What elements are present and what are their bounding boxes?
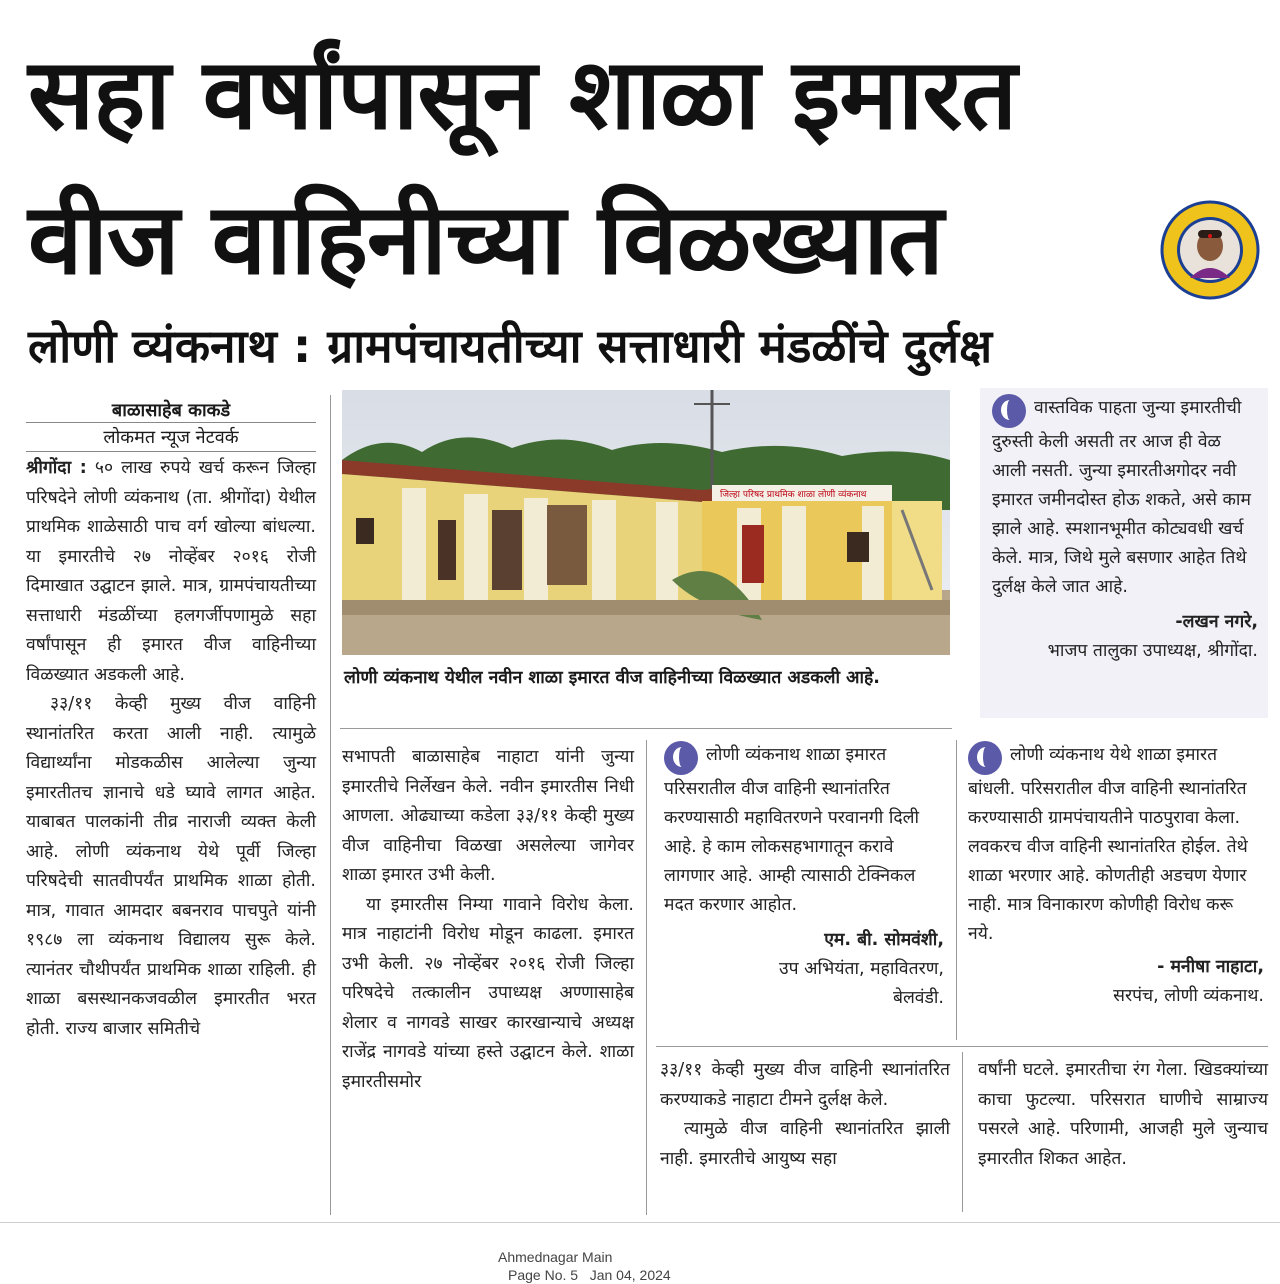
footer-edition: Ahmednagar Main [498, 1249, 613, 1265]
author-badge-logo [1160, 200, 1260, 300]
school-building-photo [342, 390, 950, 655]
column-4-paragraph-1: वर्षांनी घटले. इमारतीचा रंग गेला. खिडक्यांच्या काचा फुटल्या. परिसरात घाणीचे साम्राज्य पसरले आहे. परिणामी, आजही मुले जुन्याच इमारतीत शिकत आहेत. [978, 1060, 1268, 1169]
quote-box-3 [968, 741, 1264, 1011]
byline-agency: लोकमत न्यूज नेटवर्क [26, 422, 316, 452]
school-building-image [342, 390, 950, 655]
quote-box-2 [664, 741, 944, 1013]
quote-1-name: -लखन नगरे, [1175, 612, 1258, 632]
column-1-paragraph-1: श्रीगोंदा : ५० लाख रुपये खर्च करून जिल्हा परिषदेने लोणी व्यंकनाथ (ता. श्रीगोंदा) येथील प्राथमिक शाळेसाठी पाच वर्ग खोल्या बांधल्या. या इमारतीचे २७ नोव्हेंबर २०१६ रोजी दिमाखात उद्घाटन झाले. मात्र, ग्रामपंचायतीच्या सत्ताधारी मंडळींच्या हलगर्जीपणामुळे सहा वर्षांपासून ही इमारत वीज वाहिनीच्या विळख्यात अडकली आहे. [26, 458, 316, 685]
quote-2-name: एम. बी. सोमवंशी, [824, 930, 944, 950]
quote-1-text: वास्तविक पाहता जुन्या इमारतीची दुरुस्ती केली असती तर आज ही वेळ आली नसती. जुन्या इमारतीअगोदर नवी इमारत जमीनदोस्त होऊ शकते, असे काम झाले आहे. स्मशानभूमीत कोट्यवधी खर्च केले. मात्र, जिथे मुले बसणार आहेत तिथे दुर्लक्ष केले जात आहे. [992, 394, 1258, 602]
column-2-paragraph-2: या इमारतीस निम्या गावाने विरोध केला. मात्र नाहाटांनी विरोध मोडून काढला. इमारत उभी केली. २७ नोव्हेंबर २०१६ रोजी जिल्हा परिषदेचे तत्कालीन उपाध्यक्ष अण्णासाहेब शेलार व नागवडे साखर कारखान्याचे अध्यक्ष राजेंद्र नागवडे यांच्या हस्ते उद्घाटन केले. शाळा इमारतीसमोर [342, 894, 634, 1092]
quote-3-role: सरपंच, लोणी व्यंकनाथ. [1113, 986, 1264, 1006]
quote-2-text: लोणी व्यंकनाथ शाळा इमारत परिसरातील वीज वाहिनी स्थानांतरित करण्यासाठी महावितरणने परवानगी दिली आहे. हे काम लोकसहभागातून करावे लागणार आहे. आम्ही त्यासाठी टेक्निकल मदत करणार आहोत. [664, 741, 944, 920]
badge-emblem-icon [1160, 200, 1260, 300]
column-2-paragraph-1: सभापती बाळासाहेब नाहाटा यांनी जुन्या इमारतीचे निर्लेखन केले. नवीन इमारतीस निधी आणला. ओढ्याच्या कडेला ३३/११ केव्ही मुख्य वीज वाहिनीचा विळखा असलेल्या जागेवर शाळा इमारत उभी केली. [342, 747, 634, 885]
column-2 [342, 743, 634, 1097]
column-3-paragraph-2: त्यामुळे वीज वाहिनी स्थानांतरित झाली नाही. इमारतीचे आयुष्य सहा [660, 1119, 950, 1169]
lead-place: श्रीगोंदा : [26, 458, 87, 478]
quote-2-role-2: बेलवंडी. [892, 988, 944, 1008]
footer [470, 1248, 770, 1284]
quote-mark-icon [664, 741, 698, 775]
school-sign: जिल्हा परिषद प्राथमिक शाळा लोणी व्यंकनाथ [720, 490, 867, 500]
column-1 [26, 454, 316, 1044]
column-4 [978, 1056, 1268, 1174]
quote-mark-icon [968, 741, 1002, 775]
column-1-paragraph-2: ३३/११ केव्ही मुख्य वीज वाहिनी स्थानांतरित करता आली नाही. त्यामुळे विद्यार्थ्यांना मोडकळीस आलेल्या जुन्या इमारतीतच ज्ञानाचे धडे घ्यावे लागत आहेत. याबाबत पालकांनी तीव्र नाराजी व्यक्त केली आहे. लोणी व्यंकनाथ येथे पूर्वी जिल्हा परिषदेची सातवीपर्यंत प्राथमिक शाळा होती. मात्र, गावात आमदार बबनराव पाचपुते यांनी १९८७ ला व्यंकनाथ विद्यालय सुरू केले. त्यानंतर चौथीपर्यंत प्राथमिक शाळा राहिली. ही शाळा बसस्थानकजवळील इमारतीत भरत होती. राज्य बाजार समितीचे [26, 694, 316, 1039]
byline-author: बाळासाहेब काकडे [111, 400, 231, 421]
column-3 [660, 1056, 950, 1174]
headline-line-1: सहा वर्षांपासून शाळा इमारत [28, 38, 1017, 152]
footer-page-info: Page No. 5 Jan 04, 2024 [508, 1267, 671, 1283]
headline-line-2: वीज वाहिनीच्या विळख्यात [28, 183, 943, 297]
column-3-paragraph-1: ३३/११ केव्ही मुख्य वीज वाहिनी स्थानांतरित करण्याकडे नाहाटा टीमने दुर्लक्ष केले. [660, 1060, 950, 1110]
quote-2-role-1: उप अभियंता, महावितरण, [779, 959, 944, 979]
photo-caption: लोणी व्यंकनाथ येथील नवीन शाळा इमारत वीज वाहिनीच्या विळख्यात अडकली आहे. [344, 668, 880, 688]
quote-1-role: भाजप तालुका उपाध्यक्ष, श्रीगोंदा. [1047, 641, 1258, 661]
quote-3-text: लोणी व्यंकनाथ येथे शाळा इमारत बांधली. परिसरातील वीज वाहिनी स्थानांतरित करण्यासाठी ग्रामपंचायतीने पाठपुरावा केला. लवकरच वीज वाहिनी स्थानांतरित होईल. तेथे शाळा भरणार आहे. कोणतीही अडचण येणार नाही. मात्र विनाकारण कोणीही विरोध करू नये. [968, 741, 1264, 949]
subheadline: लोणी व्यंकनाथ : ग्रामपंचायतीच्या सत्ताधारी मंडळींचे दुर्लक्ष [28, 319, 993, 373]
quote-3-name: - मनीषा नाहाटा, [1157, 957, 1264, 977]
quote-box-1 [992, 394, 1258, 666]
quote-mark-icon [992, 394, 1026, 428]
